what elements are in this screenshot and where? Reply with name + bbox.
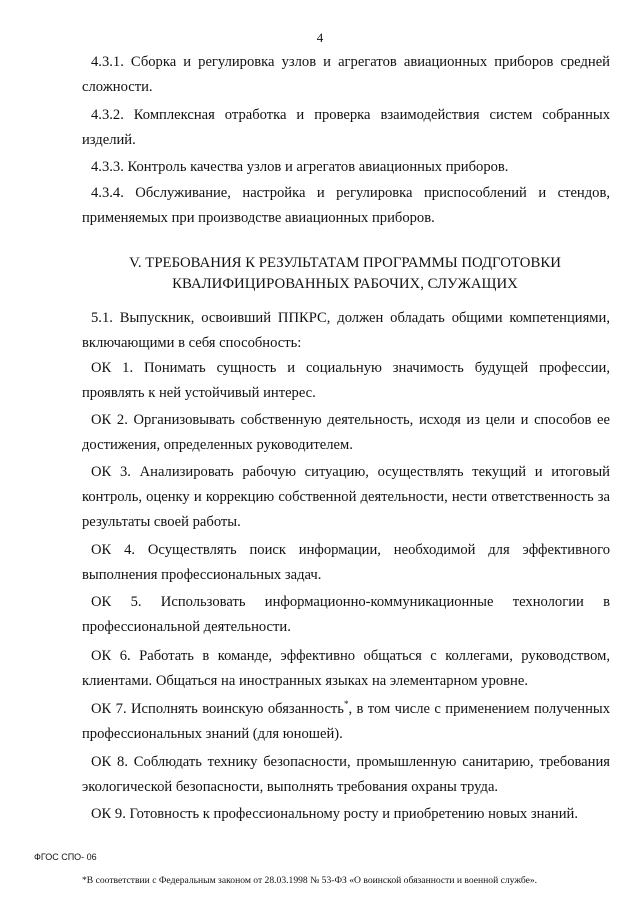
footnote: *В соответствии с Федеральным законом от 28.03.1998 № 53-ФЗ «О воинской обязанности и военной службе».: [82, 875, 538, 886]
section-heading-line-1: V. ТРЕБОВАНИЯ К РЕЗУЛЬТАТАМ ПРОГРАММЫ ПОДГОТОВКИ: [129, 255, 561, 271]
section-heading: [90, 253, 600, 295]
page-number: 4: [316, 30, 324, 45]
ok-6: ОК 6. Работать в команде, эффективно общаться с коллегами, руководством, клиентами. Общаться на иностранных языках на элементарном уровне.: [82, 648, 610, 689]
ok-2: ОК 2. Организовывать собственную деятельность, исходя из цели и способов ее достижения, определенных руководителем.: [82, 412, 610, 453]
ok-3: ОК 3. Анализировать рабочую ситуацию, осуществлять текущий и итоговый контроль, оценку и коррекцию собственной деятельности, нести ответственность за результаты своей работы.: [82, 464, 610, 530]
ok-8: ОК 8. Соблюдать технику безопасности, промышленную санитарию, требования экологической безопасности, выполнять требования охраны труда.: [82, 754, 610, 795]
ok-4: ОК 4. Осуществлять поиск информации, необходимой для эффективного выполнения профессиональных задач.: [82, 542, 610, 583]
item-4-3-4: 4.3.4. Обслуживание, настройка и регулировка приспособлений и стендов, применяемых при производстве авиационных приборов.: [82, 185, 610, 226]
ok-7-text-continued: , в том числе с применением полученных профессиональных знаний (для юношей).: [82, 701, 610, 742]
ok-7: [82, 697, 610, 747]
ok-5: ОК 5. Использовать информационно-коммуникационные технологии в профессиональной деятельности.: [82, 594, 610, 635]
intro-paragraph: 5.1. Выпускник, освоивший ППКРС, должен обладать общими компетенциями, включающими в себя способность:: [82, 310, 610, 351]
item-4-3-1: 4.3.1. Сборка и регулировка узлов и агрегатов авиационных приборов средней сложности.: [82, 54, 610, 95]
ok-9: ОК 9. Готовность к профессиональному росту и приобретению новых знаний.: [91, 806, 578, 822]
ok-1: ОК 1. Понимать сущность и социальную значимость будущей профессии, проявлять к ней устойчивый интерес.: [82, 360, 610, 401]
footnote-marker: *: [343, 699, 349, 710]
ok-7-text: ОК 7. Исполнять воинскую обязанность: [91, 701, 344, 717]
section-heading-line-2: КВАЛИФИЦИРОВАННЫХ РАБОЧИХ, СЛУЖАЩИХ: [172, 276, 518, 292]
item-4-3-2: 4.3.2. Комплексная отработка и проверка взаимодействия систем собранных изделий.: [82, 107, 610, 148]
document-code: ФГОС СПО- 06: [34, 852, 97, 862]
item-4-3-3: 4.3.3. Контроль качества узлов и агрегатов авиационных приборов.: [91, 159, 509, 175]
